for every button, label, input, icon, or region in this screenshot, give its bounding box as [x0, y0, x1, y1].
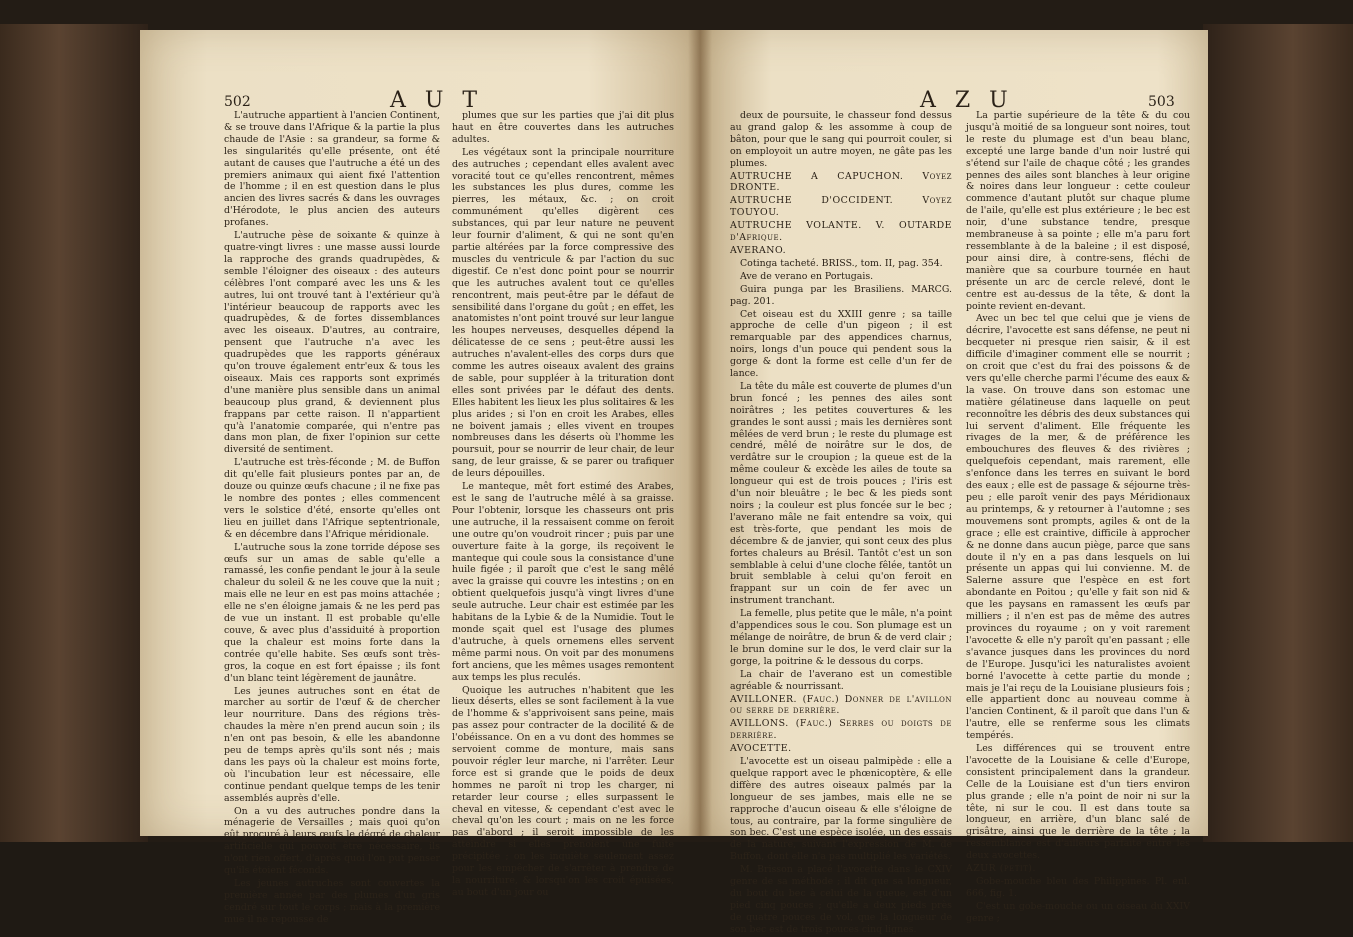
paragraph: Avec un bec tel que celui que je viens de décrire, l'avocette est sans défense, ne peut ni becqueter ni presque rien saisir, & il est difficile d'imaginer comment elle se nourrit ; on croit que c'est du frai des poissons & de vers qu'elle cherche parmi l'écume des eaux & la vase. On trouve dans son estomac une matière gélatineuse dans laquelle on peut reconnoître les débris des deux substances qui lui servent d'aliment. Elle fréquente les rivages de la mer, & de préférence les embouchures des fleuves & des rivières ; quelquefois cependant, mais rarement, elle s'enfonce dans les terres en suivant le bord des eaux ; elle est de passage & séjourne très-peu ; elle paroît venir des pays Méridionaux au printemps, & y retourner à l'automne ; ses mouvemens sont prompts, agiles & ont de la grace ; elle est craintive, difficile à approcher & ne donne dans aucun piège, parce que sans doute il n'y en a pas dans lesquels on lui présente un appas qui lui convienne. M. de Salerne assure que l'espèce en est fort abondante en Poitou ; qu'elle y fait son nid & que les paysans en ramassent les œufs par milliers ; il n'en est pas de même des autres provinces du royaume ; on y voit rarement l'avocette & elle n'y paroît qu'en passant ; elle s'avance jusques dans les provinces du nord de l'Europe. Jusqu'ici les naturalistes avoient borné l'avocette à cette partie du monde ; mais je l'ai reçu de la Louisiane plusieurs fois ; elle appartient donc au nouveau comme à l'ancien Continent, & il paroît que dans l'un & l'autre, elle se renferme sous les climats tempérés.	[966, 313, 1190, 742]
paragraph: plumes que sur les parties que j'ai dit plus haut en être couvertes dans les autruches adultes.	[452, 110, 674, 145]
paragraph: Les jeunes autruches sont couvertes la première année par des plumes d'un gris cendré sur tout le corps ; mais à la première mue il ne repousse de	[224, 878, 440, 925]
left-running-head: A U T	[390, 88, 484, 113]
paragraph: AUTRUCHE D'OCCIDENT. Voyez TOUYOU.	[730, 195, 952, 219]
paragraph: AVOCETTE.	[730, 743, 792, 755]
right-page	[700, 30, 1208, 935]
paragraph: Cet oiseau est du XXIII genre ; sa taille approche de celle d'un pigeon ; il est remarquable par des appendices charnus, noirs, longs d'un pouce qui pendent sous la gorge & dont la forme est celle d'un fer de lance.	[730, 308, 952, 380]
paragraph: Ave de verano en Portugais.	[740, 270, 874, 282]
paragraph: C'est un gobe-mouche ou un oiseau du XXIV genre ;	[966, 900, 1190, 924]
paragraph: Le manteque, mêt fort estimé des Arabes, est le sang de l'autruche mêlé à sa graisse. Pour l'obtenir, lorsque les chasseurs ont pris une autruche, il la ressaisent comme on feroit une outre qu'on voudroit rincer ; puis par une ouverture faite à la gorge, ils reçoivent le manteque qui coule sous la consistance d'une huile figée ; il paroît que c'est le sang mêlé avec la graisse qui couvre les intestins ; on en obtient quelquefois jusqu'à vingt livres d'une seule autruche. Leur chair est estimée par les habitans de la Lybie & de la Numidie. Tout le monde sçait quel est l'usage des plumes d'autruche, à quels ornemens elles servent même parmi nous. On voit par des monumens fort anciens, que les mêmes usages remontent aux temps les plus reculés.	[452, 481, 674, 683]
paragraph: M. Brisson a placé l'avocette dans le CXIV genre de sa méthode ; il dit que sa longueur, du bout du bec à celui de la queue, est d'un pied cinq pouces ; qu'elle a deux pieds près de quatre pouces de vol, que la longueur de son bec est de trois pouces cinq lignes.	[730, 864, 952, 935]
right-running-head: A Z U	[920, 88, 1014, 113]
paragraph: La femelle, plus petite que le mâle, n'a point d'appendices sous le cou. Son plumage est un mélange de noirâtre, de brun & de verd clair ; le brun domine sur le dos, le verd clair sur la gorge, la poitrine & le dessous du corps.	[730, 608, 952, 667]
paragraph: AZUR (petit).	[966, 863, 1036, 875]
left-page	[140, 30, 700, 925]
paragraph: Cotinga tacheté. BRISS., tom. II, pag. 354.	[740, 257, 943, 269]
paragraph: L'autruche appartient à l'ancien Continent, & se trouve dans l'Afrique & la partie la plus chaude de l'Asie : sa grandeur, sa forme & les singularités qu'elle présente, ont été autant de causes que l'autruche a été un des premiers animaux qui aient fixé l'attention de l'homme ; il en est question dans le plus ancien des livres sacrés & dans les ouvrages d'Hérodote, le plus ancien des auteurs profanes.	[224, 110, 440, 229]
paragraph: L'autruche est très-féconde ; M. de Buffon dit qu'elle fait plusieurs pontes par an, de douze ou quinze œufs chacune ; il ne fixe pas le nombre des pontes ; elles commencent vers le solstice d'été, ensorte qu'elles ont lieu en juillet dans l'Afrique septentrionale, & en décembre dans l'Afrique méridionale.	[224, 457, 440, 540]
left-page-number: 502	[224, 94, 251, 110]
paragraph: La tête du mâle est couverte de plumes d'un brun foncé ; les pennes des ailes sont noirâtres ; les petites couvertures & les grandes le sont aussi ; mais les dernières sont mêlées de verd brun ; le reste du plumage est cendré, mêlé de noirâtre sur le dos, de verdâtre sur le croupion ; la queue est de la même couleur & excède les ailes de toute sa longueur qui est de trois pouces ; l'iris est d'un noir bleuâtre ; le bec & les pieds sont noirs ; la couleur est plus foncée sur le bec ; l'averano mâle ne fait entendre sa voix, qui est très-forte, que pendant les mois de décembre & de janvier, qui sont ceux des plus fortes chaleurs au Brésil. Tantôt c'est un son semblable à celui d'une cloche fêlée, tantôt un bruit semblable à celui qu'on feroit en frappant sur un coin de fer avec un instrument tranchant.	[730, 380, 952, 607]
paragraph: Gobe-mouche bleu des Philippines. Pl. enl. 666, fig. 1.	[966, 876, 1190, 899]
paragraph: AUTRUCHE VOLANTE. V. OUTARDE d'Afrique.	[730, 220, 952, 244]
paragraph: Les végétaux sont la principale nourriture des autruches ; cependant elles avalent avec voracité tout ce qu'elles rencontrent, mêmes les substances les plus dures, comme les pierres, les métaux, &c. ; on croit communément qu'elles digèrent ces substances, qui par leur nature ne peuvent leur fournir d'aliment, & qui ne sont qu'en partie altérées par la force compressive des muscles du ventricule & par l'action du suc digestif. Ce n'est donc point pour se nourrir que les autruches avalent tout ce qu'elles rencontrent, mais peut-être par le défaut de sensibilité dans l'organe du goût ; en effet, les anatomistes n'ont point trouvé sur leur langue les houpes nerveuses, desquelles dépend la délicatesse de ce sens ; peut-être aussi les autruches n'avalent-elles des corps durs que comme les autres oiseaux avalent des grains de sable, pour suppléer à la trituration dont elles sont privées par le défaut des dents. Elles habitent les lieux les plus solitaires & les plus arides ; si l'on en croit les Arabes, elles ne boivent jamais ; elles vivent en troupes nombreuses dans les déserts où l'homme les poursuit, pour se nourrir de leur chair, de leur sang, de leur graisse, & se parer ou trafiquer de leurs dépouilles.	[452, 146, 674, 480]
paragraph: L'autruche sous la zone torride dépose ses œufs sur un amas de sable qu'elle a ramassé, les confie pendant le jour à la seule chaleur du soleil & ne les couve que la nuit ; mais elle ne leur en est pas moins attachée ; elle ne s'en éloigne jamais & ne les perd pas de vue un instant. Il est probable qu'elle couve, & avec plus d'assiduité à proportion que la chaleur est moins forte dans la contrée qu'elle habite. Ses œufs sont très-gros, la coque en est fort épaisse ; ils font d'un blanc teint légèrement de jaunâtre.	[224, 541, 440, 684]
book-gutter	[688, 30, 712, 836]
paragraph: AUTRUCHE A CAPUCHON. Voyez DRONTE.	[730, 170, 952, 194]
paragraph: La chair de l'averano est un comestible agréable & nourrissant.	[730, 668, 952, 692]
paragraph: Quoique les autruches n'habitent que les lieux déserts, elles se sont facilement à la vue de l'homme & s'apprivoisent sans peine, mais pas assez pour contracter de la docilité & de l'obéissance. On en a vu dont des hommes se servoient comme de monture, mais sans pouvoir régler leur marche, ni l'arrêter. Leur force est si grande que le poids de deux hommes ne paroît ni trop les charger, ni retarder leur course ; elles surpassent le cheval en vitesse, & cependant c'est avec le cheval qu'on les court ; mais on ne les force pas d'abord ; il seroit impossible de les atteindre si elles prenoient une fuite précipitée ; on les inquiète seulement assez pour les empêcher de s'arrêter à prendre de la nourriture, & lorsqu'on les croit épuisées, au bout d'un jour ou	[452, 684, 674, 898]
paragraph: L'autruche pèse de soixante & quinze à quatre-vingt livres : une masse aussi lourde la rapproche des grands quadrupèdes, & semble l'éloigner des oiseaux : des auteurs célèbres l'ont comparé avec les uns & les autres, lui ont trouvé tant à l'extérieur qu'à l'intérieur beaucoup de rapports avec les quadrupèdes, & de fortes dissemblances avec les oiseaux. D'autres, au contraire, pensent que l'autruche n'a avec les quadrupèdes que les rapports généraux qu'on trouve également entr'eux & tous les oiseaux. Mais ces rapports sont exprimés d'une manière plus sensible dans un animal beaucoup plus grand, & deviennent plus frappans par cette raison. Il n'appartient qu'à l'anatomie comparée, qui n'entre pas dans mon plan, de fixer l'opinion sur cette diversité de sentiment.	[224, 230, 440, 456]
paragraph: AVERANO.	[730, 244, 787, 256]
book-cover-right	[1203, 24, 1353, 842]
paragraph: Guira punga par les Brasiliens. MARCG. pag. 201.	[730, 283, 952, 307]
paragraph: Les jeunes autruches sont en état de marcher au sortir de l'œuf & de chercher leur nourriture. Dans des régions très-chaudes la mère n'en prend aucun soin ; ils n'en ont pas besoin, & elle les abandonne peu de temps après qu'ils sont nés ; mais dans les pays où la chaleur est moins forte, où l'incubation leur est nécessaire, elle continue pendant quelque temps de les tenir assemblés auprès d'elle.	[224, 685, 440, 804]
paragraph: Les différences qui se trouvent entre l'avocette de la Louisiane & celle d'Europe, consistent principalement dans la grandeur. Celle de la Louisiane est d'un tiers environ plus grande ; elle n'a point de noir ni sur la tête, ni sur le cou. Il est dans toute sa longueur, en arrière, d'un blanc salé de grisâtre, ainsi que le derrière de la tête ; la ressemblance est d'ailleurs parfaite entre les deux avocettes.	[966, 743, 1190, 862]
paragraph: AVILLONS. (Fauc.) Serres ou doigts de derrière.	[730, 718, 952, 742]
paragraph: deux de poursuite, le chasseur fond dessus au grand galop & les assomme à coup de bâton, pour que le sang qui pourroit couler, si on employoit un autre moyen, ne gâte pas les plumes.	[730, 110, 952, 169]
left-page-column-2	[452, 110, 674, 900]
right-page-column-2	[966, 110, 1190, 926]
right-page-number: 503	[1148, 94, 1175, 110]
left-page-column-1	[224, 110, 440, 927]
book-cover-left	[0, 24, 148, 842]
paragraph: AVILLONER. (Fauc.) Donner de l'avillon ou serre de derrière.	[730, 693, 952, 717]
paragraph: La partie supérieure de la tête & du cou jusqu'à moitié de sa longueur sont noires, tout le reste du plumage est d'un beau blanc, excepté une large bande d'un noir lustré qui s'étend sur l'aile de chaque côté ; les grandes pennes des ailes sont blanches à leur origine & noires dans leur longueur : cette couleur commence d'autant plutôt sur chaque plume de l'aile, qu'elle est plus extérieure ; le bec est noir, d'une substance tendre, presque membraneuse à sa pointe ; elle m'a paru fort ressemblante à de la baleine ; il est disposé, pour ainsi dire, à contre-sens, fléchi de manière que sa courbure tournée en haut présente un arc de cercle relevé, dont le centre est au-dessus de la tête, & dont la pointe revient en-devant.	[966, 110, 1190, 312]
paragraph: L'avocette est un oiseau palmipède : elle a quelque rapport avec le phœnicoptère, & elle diffère des autres oiseaux palmés par la longueur de ses jambes, mais elle ne se rapproche d'aucun oiseau & elle s'éloigne de tous, au contraire, par la forme singulière de son bec. C'est une espèce isolée, un des essais de la nature, suivant l'expression de M. de Buffon, dont elle n'a pas multiplié les variétés.	[730, 756, 952, 863]
paragraph: On a vu des autruches pondre dans la ménagerie de Versailles ; mais quoi qu'on eût procuré à leurs œufs le dégré de chaleur artificielle qui pouvoit être nécessaire, ils n'ont rien offert, d'après quoi l'on put penser qu'ils étoient féconds.	[224, 805, 440, 877]
right-page-column-1	[730, 110, 952, 937]
